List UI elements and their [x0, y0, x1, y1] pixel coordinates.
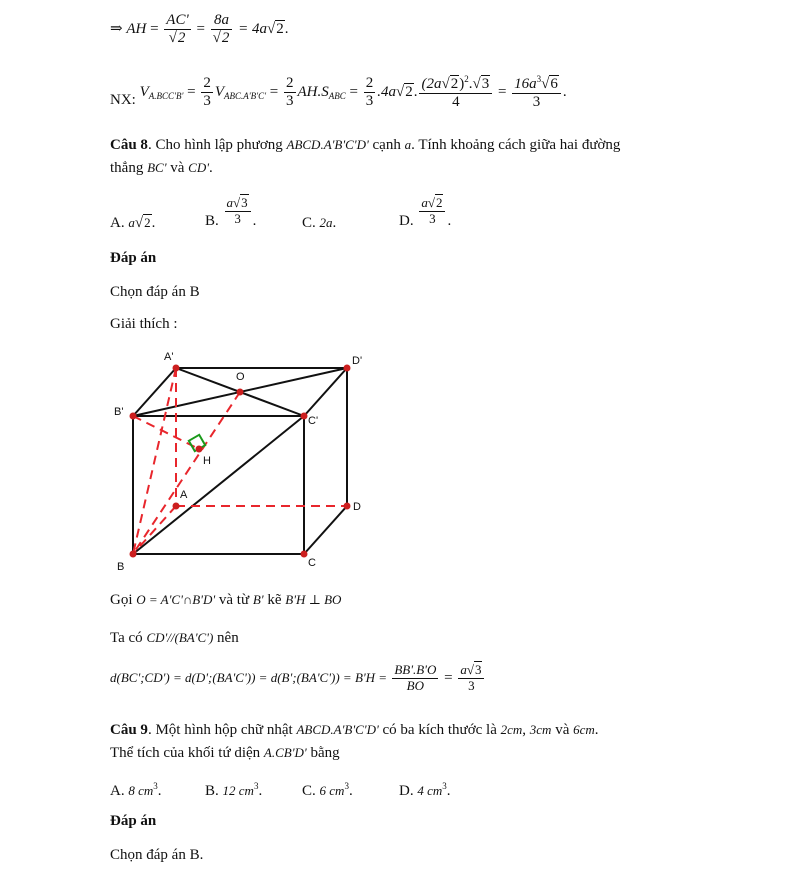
label-b: B [117, 561, 125, 573]
edge-cd [304, 506, 347, 554]
label-o: O [236, 371, 245, 383]
fraction: $\frac{8a}{√2}$ [211, 12, 233, 48]
segment-ba1 [133, 368, 176, 554]
formula-ah: ⇒ AH = $\frac{AC'}{√2}$ = $\frac{8a}{√2}$ = 4a√2. [110, 12, 289, 47]
q9-option-a: A. 8 $cm^3$. [110, 781, 162, 799]
answer-heading: Đáp án [110, 250, 157, 266]
fraction: $\frac{BB'.B'O}{BO}$ [394, 662, 437, 693]
q8-option-d: D. $\frac{a√2}{3}$ . [399, 195, 452, 229]
distance-formula: d(BC';CD') = d(D';(BA'C')) = d(B';(BA'C')) = B'H = $\frac{BB'.B'O}{BO}$ = $\frac{a√3}{3}$ [110, 663, 486, 694]
question-9-line2: Thể tích của khối tứ diện A.CB'D' bằng [110, 745, 340, 761]
point-a1 [173, 365, 180, 372]
answer-choice: Chọn đáp án B [110, 284, 200, 300]
question-9: Câu 9. Một hình hộp chữ nhật ABCD.A'B'C'D' có ba kích thước là 2cm, 3cm và 6cm. [110, 722, 599, 738]
q8-option-c: C. 2a. [302, 215, 337, 231]
fraction: $\frac{2}{3}$ [365, 75, 374, 110]
label-d: D [353, 501, 361, 513]
q8-option-a: A. a√2. [110, 215, 156, 231]
label-a: A [180, 489, 188, 501]
point-d1 [344, 365, 351, 372]
fraction: $\frac{16a^3√6}{3}$ [512, 74, 561, 112]
question-8-line2: thẳng BC' và CD'. [110, 160, 213, 176]
point-h [196, 446, 203, 453]
point-o [237, 389, 244, 396]
fraction: $\frac{2}{3}$ [286, 75, 294, 110]
question-8: Câu 8. Cho hình lập phương ABCD.A'B'C'D' cạnh a. Tính khoảng cách giữa hai đường [110, 137, 621, 153]
q8-option-b: B. $\frac{a√3}{3}$ . [205, 195, 257, 229]
point-d [344, 503, 351, 510]
fraction: $\frac{a√3}{3}$ [225, 196, 251, 227]
label-a1: A' [164, 351, 174, 363]
label-c: C [308, 557, 316, 569]
label-h: H [203, 455, 211, 467]
q9-option-c: C. 6 $cm^3$. [302, 781, 353, 799]
answer-heading-9: Đáp án [110, 813, 157, 829]
segment-b1h [133, 416, 199, 449]
fraction: $\frac{2}{3}$ [203, 75, 211, 110]
fraction: $\frac{(2a√2)^2.√3}{4}$ [419, 74, 492, 112]
label-b1: B' [114, 406, 124, 418]
q9-option-d: D. 4 $cm^3$. [399, 781, 451, 799]
q9-option-b: B. 12 $cm^3$. [205, 781, 263, 799]
point-b1 [130, 413, 137, 420]
point-b [130, 551, 137, 558]
nx-formula: NX: $V_{A.BCC'B'}$ = $\frac{2}{3}$ $V_{ABC.A'B'C'}$ = $\frac{2}{3}$ $AH.S_{ABC}$ = $\frac{2}{3}$ .4a√2. $\frac{(2a√2)^2.√3}{4}$ = $\frac{16a^3√6}{3}$ . [110, 74, 567, 111]
define-o-line: Gọi O = A'C'∩B'D' và từ B' kẽ B'H ⊥ BO [110, 592, 342, 608]
point-a [173, 503, 180, 510]
label-d1: D' [352, 355, 363, 367]
cube-figure [100, 340, 400, 580]
answer-choice-9: Chọn đáp án B. [110, 847, 204, 863]
label-c1: C' [308, 415, 319, 427]
segment-bc1 [133, 416, 304, 554]
fraction: $\frac{a√3}{3}$ [458, 663, 484, 694]
point-c1 [301, 413, 308, 420]
fraction: $\frac{a√2}{3}$ [419, 196, 445, 227]
explanation-label: Giải thích : [110, 316, 178, 332]
fraction: $\frac{AC'}{√2}$ [166, 12, 189, 47]
parallel-line: Ta có CD'//(BA'C') nên [110, 630, 239, 646]
point-c [301, 551, 308, 558]
